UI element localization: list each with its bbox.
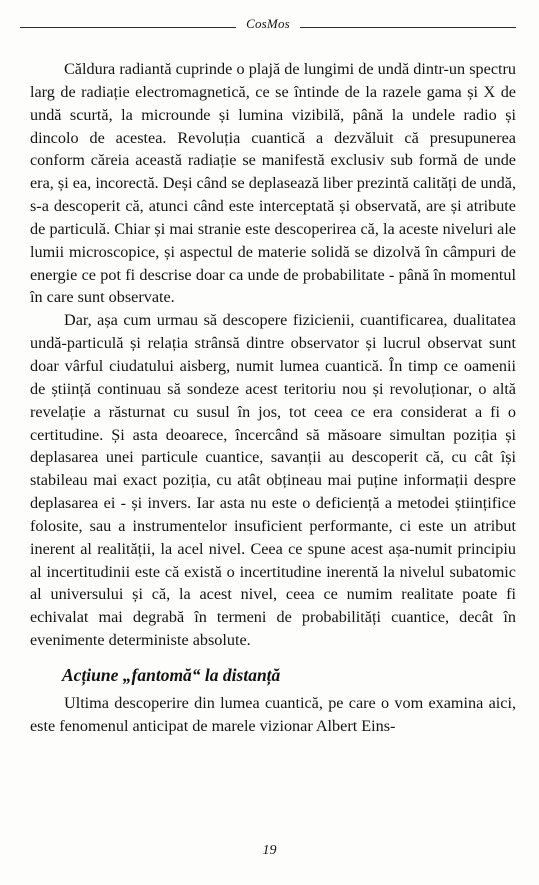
header-rule-left (20, 27, 236, 28)
page-body (30, 58, 516, 738)
paragraph: Căldura radiantă cuprinde o plajă de lungimi de undă dintr-un spectru larg de radiație electromagnetică, ce se întinde de la razele gama și X de undă scurtă, la microunde și lumina vizibilă, până la undele radio și dincolo de acestea. Revoluția cuantică a dezvăluit că presupunerea conform căreia această radiație se manifestă exclusiv sub formă de unde era, și ea, incorectă. Deși când se deplasează liber prezintă calități de undă, s-a descoperit că, atunci când este interceptată și observată, are și atribute de particulă. Chiar și mai stranie este descoperirea că, la aceste niveluri ale lumii microscopice, și aspectul de materie solidă se dizolvă în câmpuri de energie ce pot fi descrise doar ca unde de probabilitate - până în momentul în care sunt observate. (30, 60, 516, 307)
page-number: 19 (262, 843, 277, 858)
header-rule-right (300, 27, 516, 28)
paragraph: Dar, așa cum urmau să descopere fizicienii, cuantificarea, dualitatea undă-particulă și relația strânsă dintre observator și lucrul observat sunt doar vârful ciudatului aisberg, numit lumea cuantică. În timp ce oamenii de știință continuau să sondeze acest teritoriu nou și revoluționar, o altă revelație a răsturnat cu susul în jos, tot ceea ce era considerat a fi o certitudine. Și asta deoarece, încercând să măsoare simultan poziția și deplasarea unei particule cuantice, savanții au descoperit că, cu cât își stabileau mai exact poziția, cu atât obțineau mai puține informații despre deplasarea ei - și invers. Iar asta nu este o deficiență a metodei științifice folosite, sau a instrumentelor insuficient performante, ci este un atribut inerent al realității, la acel nivel. Ceea ce spune acest așa-numit principiu al incertitudinii este că există o incertitudine inerentă la nivelul subatomic al universului și că, la acest nivel, ceea ce numim realitate poate fi echivalat mai degrabă în termeni de probabilități cuantice, decât în evenimente deterministe absolute. (30, 311, 516, 650)
running-header (20, 16, 516, 32)
paragraph: Ultima descoperire din lumea cuantică, pe care o vom examina aici, este fenomenul anticipat de marele vizionar Albert Eins- (30, 693, 516, 735)
running-title: CosMos (246, 16, 290, 31)
section-heading: Acțiune „fantomă“ la distanță (62, 664, 281, 685)
